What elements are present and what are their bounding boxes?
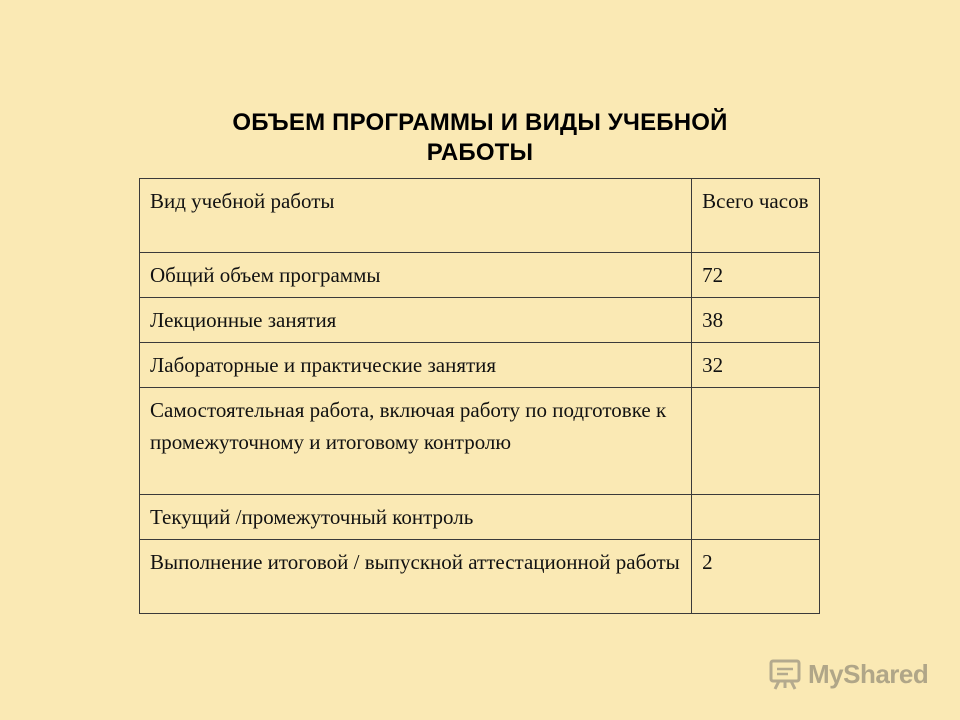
table-row [140,343,820,388]
row-hours-cell [692,388,820,495]
table-row [140,540,820,614]
table-row [140,388,820,495]
row-type-cell: Общий объем программы [140,253,692,298]
myshared-watermark [768,654,928,694]
header-cell-hours: Всего часов [692,179,820,253]
row-hours-cell: 32 [692,343,820,388]
study-hours-table [139,178,820,614]
slide-title-line1: ОБЪЕМ ПРОГРАММЫ И ВИДЫ УЧЕБНОЙ [232,109,728,136]
table-header-row [140,179,820,253]
row-hours-cell: 2 [692,540,820,614]
row-type-cell: Выполнение итоговой / выпускной аттестационной работы [140,540,692,614]
slide-title-line2: РАБОТЫ [426,139,534,166]
table-row [140,253,820,298]
row-type-cell: Лекционные занятия [140,298,692,343]
row-type-cell: Текущий /промежуточный контроль [140,495,692,540]
row-type-cell: Самостоятельная работа, включая работу по подготовке к промежуточному и итоговому контролю [140,388,692,495]
slide-title [140,108,820,168]
table-row [140,298,820,343]
row-hours-cell: 38 [692,298,820,343]
row-hours-cell [692,495,820,540]
presentation-board-icon [768,657,802,691]
row-hours-cell: 72 [692,253,820,298]
table-row [140,495,820,540]
row-type-cell: Лабораторные и практические занятия [140,343,692,388]
watermark-text: MyShared [808,658,929,689]
header-cell-type: Вид учебной работы [140,179,692,253]
